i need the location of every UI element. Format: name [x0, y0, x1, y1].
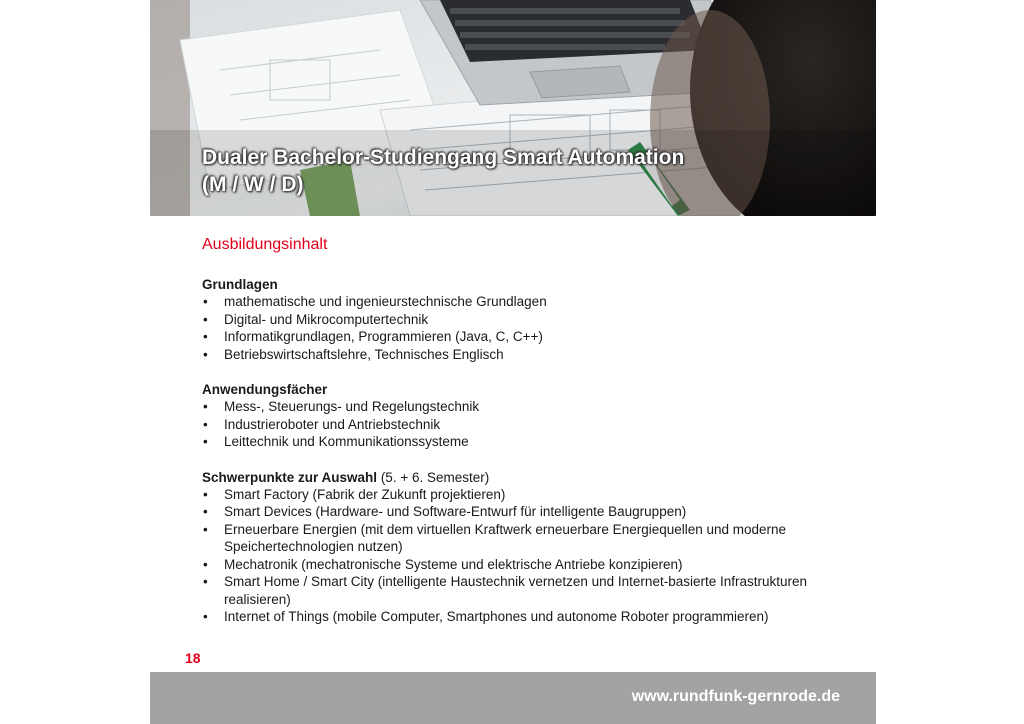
list-item: • Leittechnik und Kommunikationssysteme [202, 433, 842, 451]
group-grundlagen [202, 276, 842, 363]
bullet-list [202, 398, 842, 451]
bullet-list [202, 486, 842, 626]
list-item: • Informatikgrundlagen, Programmieren (Java, C, C++) [202, 328, 842, 346]
page-title-line-1: Dualer Bachelor-Studiengang Smart Automation [202, 146, 685, 169]
group-heading-text: Schwerpunkte zur Auswahl [202, 469, 378, 485]
page-title [202, 144, 822, 198]
list-item: • Betriebswirtschaftslehre, Technisches Englisch [202, 346, 842, 364]
main-content [202, 234, 842, 644]
bullet-list [202, 293, 842, 363]
section-title: Ausbildungsinhalt [202, 236, 328, 253]
footer-bar [150, 672, 876, 724]
list-item: • Mess-, Steuerungs- und Regelungstechnik [202, 398, 842, 416]
group-schwerpunkte [202, 469, 842, 626]
group-heading-text: Grundlagen [202, 277, 278, 292]
list-item: • mathematische und ingenieurstechnische Grundlagen [202, 293, 842, 311]
group-heading-note: (5. + 6. Semester) [380, 469, 490, 485]
list-item: • Erneuerbare Energien (mit dem virtuellen Kraftwerk erneuerbare Energiequellen und moderne Speichertechnologien nutzen) [202, 521, 842, 556]
group-anwendungsfaecher [202, 381, 842, 451]
footer-website-link[interactable]: www.rundfunk-gernrode.de [631, 688, 840, 705]
list-item: • Digital- und Mikrocomputertechnik [202, 311, 842, 329]
list-item: • Internet of Things (mobile Computer, Smartphones und autonome Roboter programmieren) [202, 608, 842, 626]
list-item: • Mechatronik (mechatronische Systeme und elektrische Antriebe konzipieren) [202, 556, 842, 574]
list-item: • Smart Devices (Hardware- und Software-Entwurf für intelligente Baugruppen) [202, 503, 842, 521]
group-heading [202, 276, 842, 293]
list-item: • Industrieroboter und Antriebstechnik [202, 416, 842, 434]
document-page [150, 0, 876, 724]
page-title-line-2: (M / W / D) [202, 173, 304, 196]
group-heading [202, 469, 842, 486]
group-heading-text: Anwendungsfächer [202, 382, 328, 397]
page-number: 18 [185, 650, 201, 666]
list-item: • Smart Home / Smart City (intelligente Haustechnik vernetzen und Internet-basierte Infrastrukturen realisieren) [202, 573, 842, 608]
hero-image [150, 0, 876, 216]
list-item: • Smart Factory (Fabrik der Zukunft projektieren) [202, 486, 842, 504]
group-heading [202, 381, 842, 398]
